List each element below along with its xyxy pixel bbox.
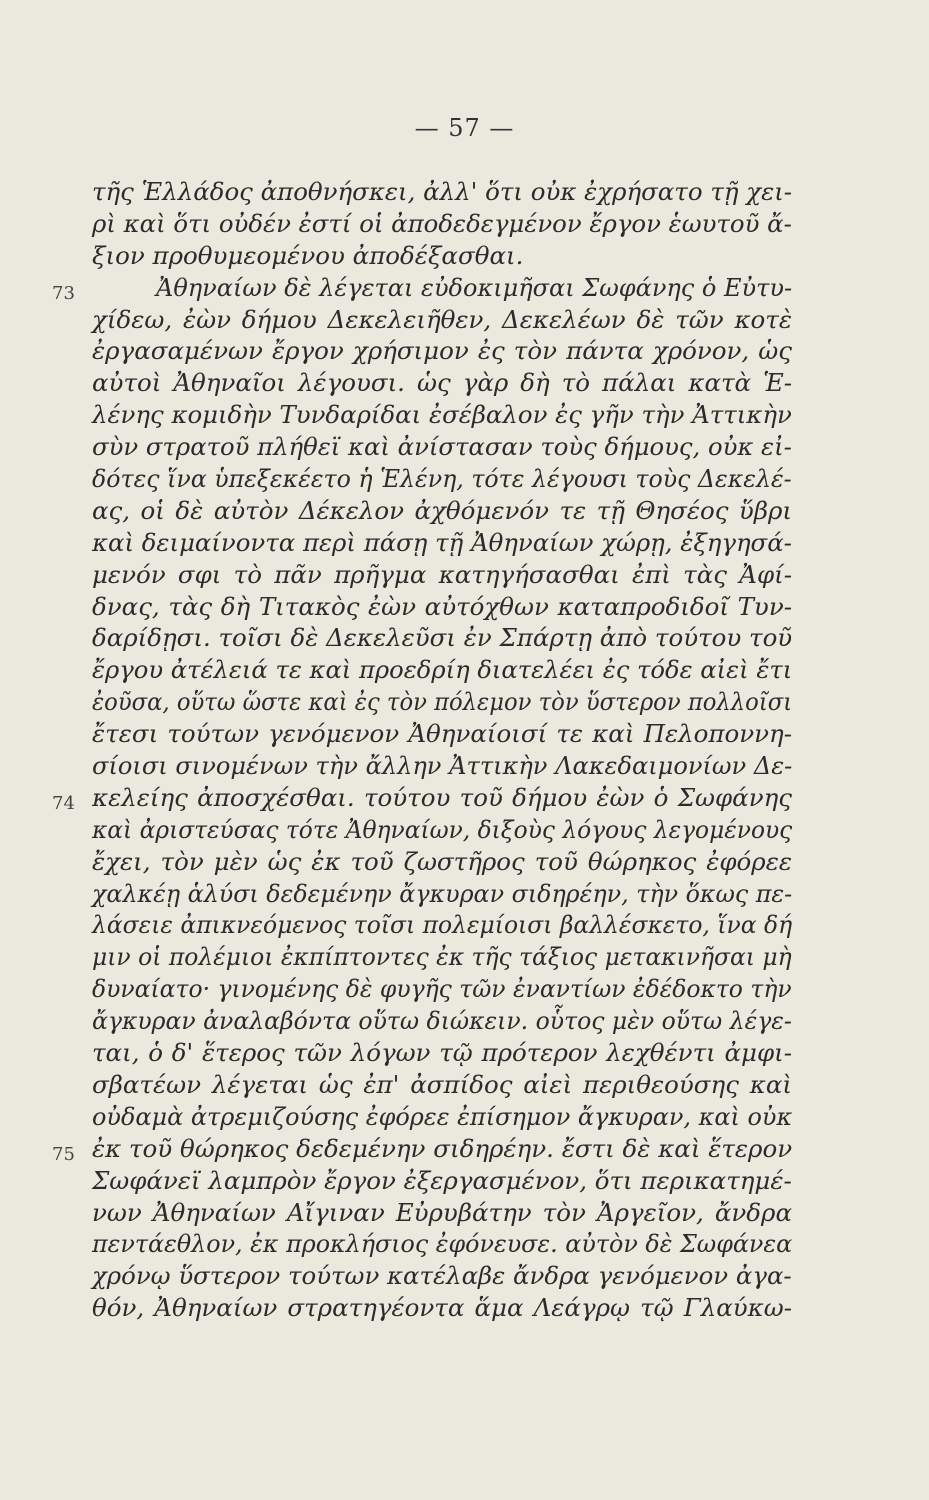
- line-text: οὐδαμὰ ἀτρεμιζούσης ἐφόρεε ἐπίσημον ἄγκυραν, καὶ οὐκ: [92, 1101, 793, 1131]
- text-line: [92, 622, 792, 654]
- text-line: [92, 1228, 792, 1260]
- line-text: λένης κομιδὴν Τυνδαρίδαι ἐσέβαλον ἐς γῆν τὴν Ἀττικὴν: [92, 400, 792, 430]
- line-text: λάσειε ἀπικνεόμενος τοῖσι πολεμίοισι βαλλέσκετο, ἵνα δή: [92, 910, 793, 940]
- text-line: [92, 463, 792, 495]
- line-text: ται, ὁ δ' ἕτερος τῶν λόγων τῷ πρότερον λεχθέντι ἀμφι-: [92, 1038, 792, 1068]
- line-text: μιν οἱ πολέμιοι ἐκπίπτοντες ἐκ τῆς τάξιος μετακινῆσαι μὴ: [92, 942, 792, 972]
- line-text: δνας, τὰς δὴ Τιτακὸς ἐὼν αὐτόχθων καταπροδιδοῖ Τυν-: [92, 591, 792, 621]
- line-text: χαλκέῃ ἁλύσι δεδεμένην ἄγκυραν σιδηρέην, τὴν ὅκως πε-: [92, 878, 793, 908]
- text-line: [92, 1292, 792, 1324]
- text-line: [92, 431, 792, 463]
- text-line: [92, 335, 792, 367]
- line-text: σὺν στρατοῦ πλήθεϊ καὶ ἀνίστασαν τοὺς δήμους, οὐκ εἰ-: [92, 432, 792, 462]
- text-line: [92, 1197, 792, 1229]
- text-line: [92, 367, 792, 399]
- line-text: κελείης ἀποσχέσθαι. τούτου τοῦ δήμου ἐὼν ὁ Σωφάνης: [92, 782, 792, 812]
- text-line: [92, 591, 792, 623]
- line-text: χρόνῳ ὕστερον τούτων κατέλαβε ἄνδρα γενόμενον ἀγα-: [92, 1261, 792, 1291]
- line-text: Σωφάνεϊ λαμπρὸν ἔργον ἐξεργασμένον, ὅτι περικατημέ-: [92, 1165, 792, 1195]
- line-text: ἔχει, τὸν μὲν ὡς ἐκ τοῦ ζωστῆρος τοῦ θώρηκος ἐφόρεε: [92, 846, 792, 876]
- line-text: Ἀθηναίων δὲ λέγεται εὐδοκιμῆσαι Σωφάνης ὁ Εὐτυ-: [156, 272, 793, 302]
- text-line: [92, 527, 792, 559]
- line-text: τῆς Ἑλλάδος ἀποθνήσκει, ἀλλ' ὅτι οὐκ ἐχρήσατο τῇ χει-: [92, 177, 793, 206]
- text-line: [92, 909, 792, 941]
- text-line: [92, 686, 792, 718]
- text-line: [92, 750, 792, 782]
- text-line: [92, 814, 792, 846]
- text-line: [92, 1101, 792, 1133]
- line-text: ἄγκυραν ἀναλαβόντα οὕτω διώκειν. οὗτος μὲν οὕτω λέγε-: [92, 1006, 792, 1036]
- line-text: ἐκ τοῦ θώρηκος δεδεμένην σιδηρέην. ἔστι δὲ καὶ ἕτερον: [92, 1133, 793, 1163]
- text-line: [92, 208, 792, 240]
- line-text: πεντάεθλον, ἐκ προκλήσιος ἐφόνευσε. αὐτὸν δὲ Σωφάνεα: [92, 1229, 793, 1259]
- line-text: αὐτοὶ Ἀθηναῖοι λέγουσι. ὡς γὰρ δὴ τὸ πάλαι κατὰ Ἑ-: [92, 368, 792, 398]
- margin-section-number: 75: [52, 1143, 75, 1165]
- text-line: [92, 973, 792, 1005]
- line-text: ἔτεσι τούτων γενόμενον Ἀθηναίοισί τε καὶ Πελοποννη-: [92, 719, 792, 749]
- line-text: ρὶ καὶ ὅτι οὐδέν ἐστί οἱ ἀποδεδεγμένον ἔργον ἑωυτοῦ ἄ-: [92, 208, 792, 238]
- line-text: ἔργου ἀτέλειά τε καὶ προεδρίη διατελέει ἐς τόδε αἰεὶ ἔτι: [92, 655, 793, 685]
- text-line: [92, 559, 792, 591]
- line-text: νων Ἀθηναίων Αἴγιναν Εὐρυβάτην τὸν Ἀργεῖον, ἄνδρα: [92, 1197, 792, 1227]
- line-text: δαρίδῃσι. τοῖσι δὲ Δεκελεῦσι ἐν Σπάρτῃ ἀπὸ τούτου τοῦ: [92, 623, 793, 653]
- text-line: [92, 846, 792, 878]
- text-line: [92, 176, 792, 208]
- line-text: δυναίατο· γινομένης δὲ φυγῆς τῶν ἐναντίων ἐδέδοκτο τὴν: [92, 974, 792, 1004]
- line-text: σίοισι σινομένων τὴν ἄλλην Ἀττικὴν Λακεδαιμονίων Δε-: [92, 751, 793, 781]
- margin-section-number: 74: [52, 792, 75, 814]
- line-text: ας, οἱ δὲ αὐτὸν Δέκελον ἀχθόμενόν τε τῇ Θησέος ὕβρι: [92, 495, 792, 525]
- line-text: καὶ δειμαίνοντα περὶ πάσῃ τῇ Ἀθηναίων χώρῃ, ἐξηγησά-: [92, 527, 792, 557]
- text-line: [92, 718, 792, 750]
- page-number-header: — 57 —: [414, 114, 515, 142]
- text-line: [92, 1037, 792, 1069]
- text-line: [92, 1069, 792, 1101]
- page-body-text: [52, 176, 793, 1324]
- text-line: [92, 495, 792, 527]
- line-text: θόν, Ἀθηναίων στρατηγέοντα ἅμα Λεάγρῳ τῷ Γλαύκω-: [92, 1293, 792, 1323]
- line-text: καὶ ἀριστεύσας τότε Ἀθηναίων, διξοὺς λόγους λεγομένους: [92, 814, 793, 844]
- margin-section-number: 73: [52, 282, 75, 304]
- text-line: [92, 941, 792, 973]
- text-line: [92, 1260, 792, 1292]
- text-line: [92, 1005, 792, 1037]
- line-text: ξιον προθυμεομένου ἀποδέξασθαι.: [92, 240, 524, 270]
- line-text: ἐργασαμένων ἔργον χρήσιμον ἐς τὸν πάντα χρόνον, ὡς: [92, 336, 792, 366]
- text-line: [52, 272, 793, 304]
- line-text: χίδεω, ἐὼν δήμου Δεκελειῆθεν, Δεκελέων δὲ τῶν κοτὲ: [92, 304, 792, 334]
- line-text: ἐοῦσα, οὕτω ὥστε καὶ ἐς τὸν πόλεμον τὸν ὕστερον πολλοῖσι: [92, 687, 793, 717]
- line-text: δότες ἵνα ὑπεξεκέετο ἡ Ἑλένη, τότε λέγουσι τοὺς Δεκελέ-: [92, 464, 792, 494]
- text-line: [92, 878, 792, 910]
- text-line: [92, 240, 792, 272]
- text-line: [92, 654, 792, 686]
- line-text: μενόν σφι τὸ πᾶν πρῆγμα κατηγήσασθαι ἐπὶ τὰς Ἀφί-: [92, 559, 792, 589]
- text-line: [52, 1133, 793, 1165]
- text-line: [92, 1165, 792, 1197]
- line-text: σβατέων λέγεται ὡς ἐπ' ἀσπίδος αἰεὶ περιθεούσης καὶ: [92, 1069, 792, 1099]
- text-line: [92, 304, 792, 336]
- text-line: [52, 782, 792, 814]
- text-line: [92, 399, 792, 431]
